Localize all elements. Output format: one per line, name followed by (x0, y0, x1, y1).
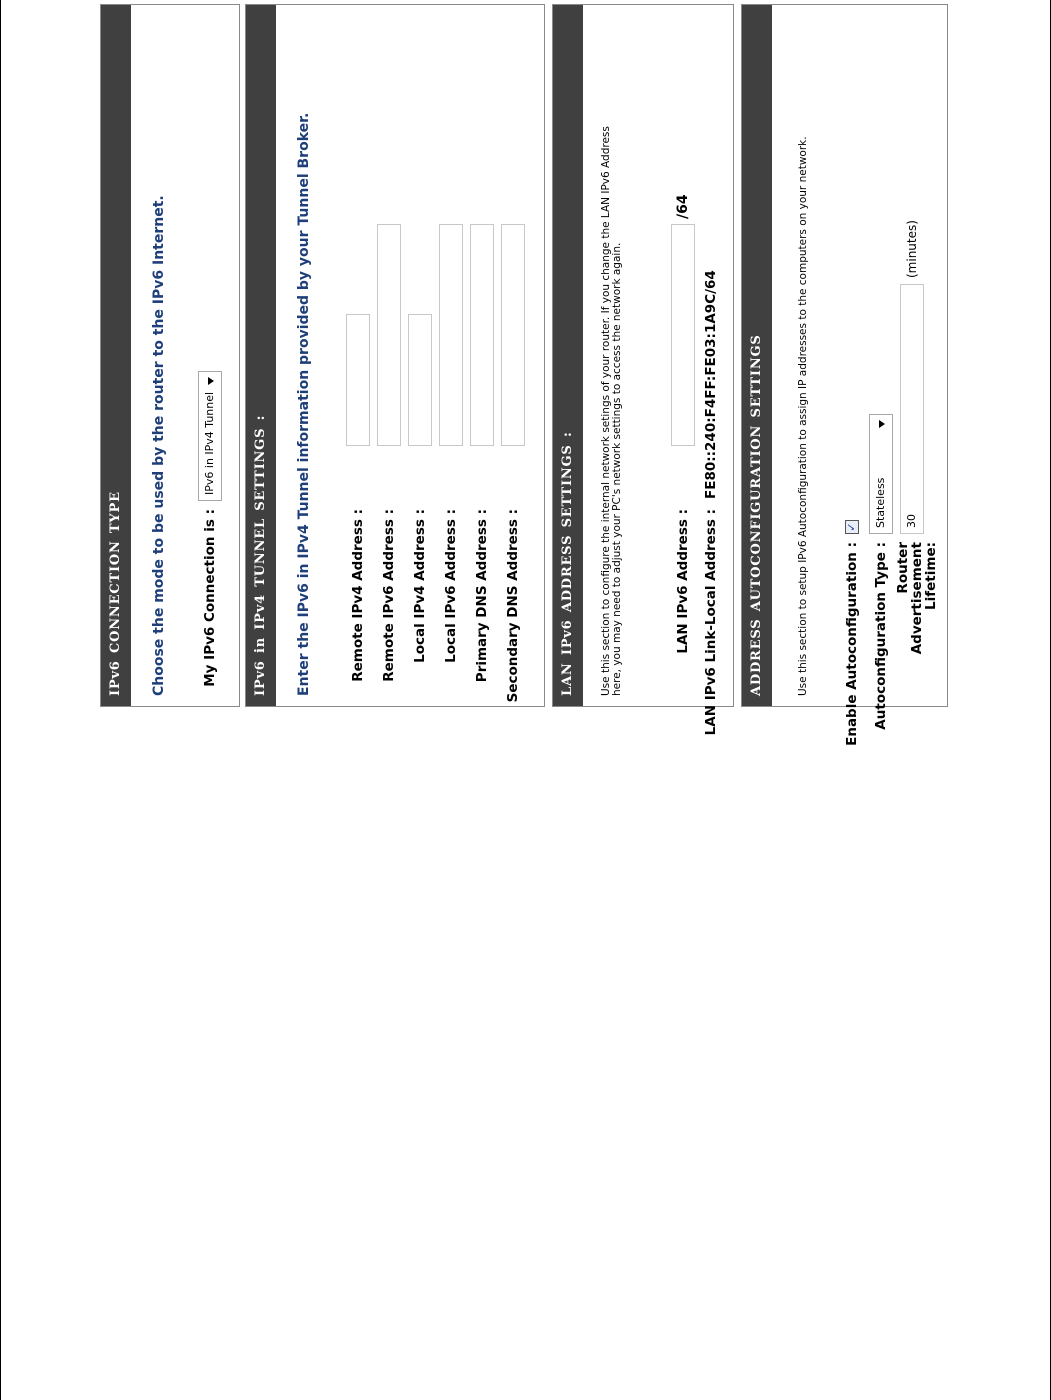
tunnel-settings-header: IPv6 in IPv4 TUNNEL SETTINGS : (246, 5, 276, 706)
local-ipv6-input[interactable] (439, 224, 463, 446)
local-ipv4-label: Local IPv4 Address : (412, 509, 428, 663)
lan-address-label: LAN IPv6 Address : (675, 509, 691, 654)
enable-autoconfig-label: Enable Autoconfiguration : (844, 542, 860, 746)
secondary-dns-input[interactable] (501, 224, 525, 446)
ra-lifetime-label-line1: Router Advertisement (895, 542, 925, 655)
autoconfig-description: Use this section to setup IPv6 Autoconfiguration to assign IP addresses to the computers on your network. (797, 136, 809, 696)
ra-lifetime-input[interactable]: 30 (900, 284, 924, 534)
settings-form (100, 4, 948, 746)
ra-lifetime-label-line2: Lifetime: (923, 542, 939, 610)
local-ipv6-row (439, 3, 463, 706)
remote-ipv6-input[interactable] (377, 224, 401, 446)
autoconfig-type-label: Autoconfiguration Type : (873, 542, 889, 730)
autoconfig-type-select[interactable] (869, 414, 893, 534)
connection-type-header: IPv6 CONNECTION TYPE (101, 5, 131, 706)
local-ipv4-row (408, 3, 432, 706)
ra-lifetime-label (896, 542, 938, 706)
chevron-down-icon (208, 377, 214, 385)
lan-settings-header: LAN IPv6 ADDRESS SETTINGS : (553, 5, 583, 706)
primary-dns-input[interactable] (470, 224, 494, 446)
connection-type-section (100, 4, 240, 707)
ra-lifetime-unit: (minutes) (905, 220, 919, 278)
remote-ipv6-label: Remote IPv6 Address : (381, 509, 397, 682)
tunnel-settings-lead: Enter the IPv6 in IPv4 Tunnel information provided by your Tunnel Broker. (296, 112, 312, 696)
lan-settings-description-line2: here, you may need to adjust your PC's network settings to access the network again. (611, 242, 623, 696)
lan-settings-description (601, 15, 623, 696)
autoconfig-type-selected: Stateless (874, 477, 887, 528)
lan-address-prefix-suffix: /64 (675, 194, 691, 219)
lan-address-input[interactable] (671, 224, 695, 446)
connection-mode-label: My IPv6 Connection is : (202, 509, 218, 687)
connection-type-lead: Choose the mode to be used by the router to the IPv6 Internet. (151, 195, 167, 696)
remote-ipv4-row (346, 3, 370, 706)
tunnel-settings-section (245, 4, 545, 707)
lan-address-row (671, 3, 695, 706)
autoconfig-type-row (869, 3, 893, 730)
enable-autoconfig-checkbox[interactable]: ✓ (845, 520, 859, 534)
remote-ipv4-label: Remote IPv4 Address : (350, 509, 366, 682)
lan-settings-section (552, 4, 734, 736)
link-local-label: LAN IPv6 Link-Local Address : (703, 509, 719, 736)
connection-mode-selected: IPv6 in IPv4 Tunnel (203, 391, 216, 495)
connection-mode-select[interactable] (198, 371, 222, 501)
link-local-value: FE80::240:F4FF:FE03:1A9C/64 (703, 270, 719, 499)
local-ipv4-input[interactable] (408, 314, 432, 446)
lan-settings-description-line1: Use this section to configure the internal network setings of your router. If you change the LAN IPv6 Address (600, 126, 612, 696)
local-ipv6-label: Local IPv6 Address : (443, 509, 459, 663)
primary-dns-label: Primary DNS Address : (474, 509, 490, 683)
autoconfig-header: ADDRESS AUTOCONFIGURATION SETTINGS (742, 5, 772, 706)
link-local-row (699, 3, 723, 736)
remote-ipv6-row (377, 3, 401, 706)
ra-lifetime-row (895, 3, 939, 706)
primary-dns-row (470, 3, 494, 706)
secondary-dns-label: Secondary DNS Address : (505, 509, 521, 703)
secondary-dns-row (501, 3, 525, 706)
connection-mode-row (198, 3, 222, 706)
chevron-down-icon (879, 420, 885, 428)
remote-ipv4-input[interactable] (346, 314, 370, 446)
autoconfig-section (741, 4, 948, 746)
enable-autoconfig-row (840, 3, 864, 746)
